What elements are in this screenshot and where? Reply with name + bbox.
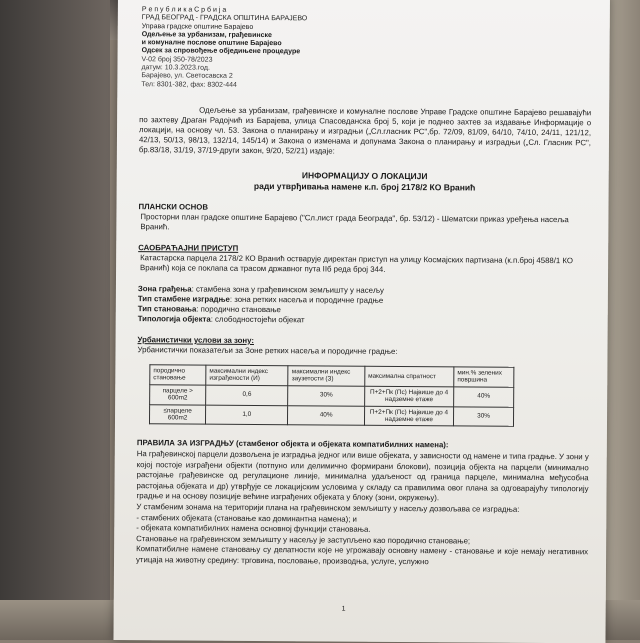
urban-indicators-table: [149, 364, 514, 427]
table-header-cell: породично становање: [150, 365, 206, 385]
letterhead-line: и комуналне послове општине Барајево: [141, 39, 282, 48]
zone-label: Зона грађења: [137, 284, 192, 294]
page-number: 1: [341, 605, 346, 613]
urban-conditions-subtitle: Урбанистички показатељи за Зоне ретких насеља и породичне градње:: [137, 345, 398, 356]
table-header-cell: максимални индекс изграђености (И): [206, 365, 289, 385]
traffic-access-section: [138, 243, 590, 276]
zone-value: : зона ретких насеља и породичне градње: [229, 294, 384, 305]
zone-item: [138, 314, 590, 327]
letterhead-line: Барајево, ул. Светосавска 2: [141, 72, 233, 81]
urban-conditions-heading: Урбанистички услови за зону:: [137, 335, 255, 345]
rules-paragraph: Становање на грађевинском земљишту у насељу је заступљено као породично становање;: [136, 533, 471, 546]
table-row: [150, 385, 514, 407]
rules-paragraph: На грађевинској парцели дозвољена је изградња једног или више објеката, у зависности од намене и типа градње. У зони у којој постоје изграђени објекти (потпуно или делимично формирани блокови), позиција објекта на парцели (минимално растојање грађевинске од регулационе линије, минимална удаљеност од граница парцеле, минимална међусобна растојања објеката и др) утврђује се локацијским условима у складу са правилима овог плана за одговарајућу типологију градње и на основу позиције већине изграђених објеката у блоку (зони, окружењу).: [136, 449, 589, 503]
rules-paragraph: У стамбеним зонама на територији плана на грађевинском земљишту у насељу дозвољава се изградња:: [136, 502, 520, 514]
planning-basis-text: Просторни план градске општине Барајево ("Сл.лист града Београда", бр. 53/12) - Шематски приказ уређења насеља Вранић.: [140, 212, 569, 232]
title-line: ИНФОРМАЦИЈУ О ЛОКАЦИЈИ: [301, 170, 428, 182]
table-cell: 30%: [454, 406, 514, 426]
zone-label: Тип становања: [137, 304, 197, 314]
table-cell: 0,6: [206, 385, 289, 405]
table-cell: П+2+Пк (Пс) Највише до 4 надземне етаже: [364, 386, 453, 406]
letterhead-line: V-02 број 350-78/2023: [141, 55, 213, 64]
urban-conditions-section: [137, 335, 589, 358]
planning-basis-heading: ПЛАНСКИ ОСНОВ: [138, 202, 209, 212]
letterhead-line: Тел: 8301-382, фах: 8302-444: [141, 80, 238, 89]
table-header-cell: максимални индекс заузетости (З): [288, 366, 364, 386]
table-header-cell: мин.% зелених површина: [454, 367, 514, 387]
table-header-cell: максимална спратност: [365, 366, 454, 386]
title-line: ради утврђивања намене к.п. број 2178/2 КО Вранић: [253, 180, 476, 193]
zone-label: Типологија објекта: [137, 314, 211, 324]
letterhead-line: Управа градске општине Барајево: [141, 22, 254, 31]
table-cell: 40%: [288, 405, 364, 425]
background-left: [0, 0, 110, 640]
intro-paragraph: Одељење за урбанизам, грађевинске и комуналне послове Управе Градске општине Барајево решавајући по захтеву Драган Радојчић из Барајева, улица Спасовданска број 5, који је поднео захтев за издавање Информације о локацији, на основу чл. 53. Закона о планирању и изградњи („Сл.гласник РС",бр. 72/09, 81/09, 64/10, 74/10, 24/11, 121/12, 42/13, 50/13, 98/13, 132/14, 145/14) и Закона о изменама и допунама Закона о планирању и изградњи („Сл. Гласник РС", бр.83/18, 31/19, 37/19-други закон, 9/20, 52/21) издаје:: [138, 105, 592, 156]
table-row: [149, 404, 513, 426]
building-rules-heading: ПРАВИЛА ЗА ИЗГРАДЊУ (стамбеног објекта и објеката компатибилних намена):: [136, 438, 449, 450]
letterhead-line: датум: 10.3.2023.год.: [141, 64, 210, 72]
rules-paragraph: - стамбених објеката (становање као доминантна намена); и: [136, 512, 357, 524]
rules-paragraph: Компатибилне намене становању су делатности које не угрожавају основну намену - становање и које немају негативних утицаја на животну средину: трговина, пословање, производња, услуге, услужно: [136, 544, 589, 567]
table-cell: П+2+Пк (Пс) Највише до 4 надземне етаже: [364, 406, 453, 426]
rules-paragraph: - објеката компатибилних намена основној функцији становања.: [136, 523, 371, 534]
table-cell: ≤парцеле 600m2: [149, 404, 205, 424]
letterhead-line: Одељење за урбанизам, грађевинске: [141, 31, 272, 39]
letterhead-line: ГРАД БЕОГРАД - ГРАДСКА ОПШТИНА БАРАЈЕВО: [141, 14, 308, 23]
table-header-row: [150, 365, 514, 387]
traffic-access-heading: САОБРАЋАЈНИ ПРИСТУП: [138, 243, 239, 253]
table-cell: 40%: [454, 387, 514, 407]
zone-value: : породично становање: [196, 304, 281, 315]
document-body: [136, 6, 592, 569]
zone-value: : слободностојећи објекат: [210, 314, 305, 325]
zone-label: Тип стамбене изградње: [137, 294, 230, 304]
building-rules-section: [136, 439, 589, 569]
table-cell: 30%: [288, 385, 364, 405]
table-cell: 1,0: [206, 405, 289, 425]
table-cell: парцеле > 600m2: [150, 385, 206, 405]
document-title: [139, 169, 591, 194]
letterhead-line: Одсек за спровођење обједињене процедуре: [141, 47, 301, 56]
zone-value: : стамбена зона у грађевинском земљишту у насељу: [191, 284, 384, 295]
traffic-access-text: Катастарска парцела 2178/2 КО Вранић остварује директан приступ на улицу Космајских партизана (к.п.број 4588/1 КО Вранић) која се поклапа са трасом државног пута IIб реда број 344.: [140, 253, 573, 274]
letterhead-line: Р е п у б л и к а С р б и ј а: [141, 6, 227, 14]
letterhead: [141, 6, 592, 92]
planning-basis-section: [138, 202, 590, 235]
document-page: [113, 0, 610, 643]
zone-list: [138, 284, 590, 327]
